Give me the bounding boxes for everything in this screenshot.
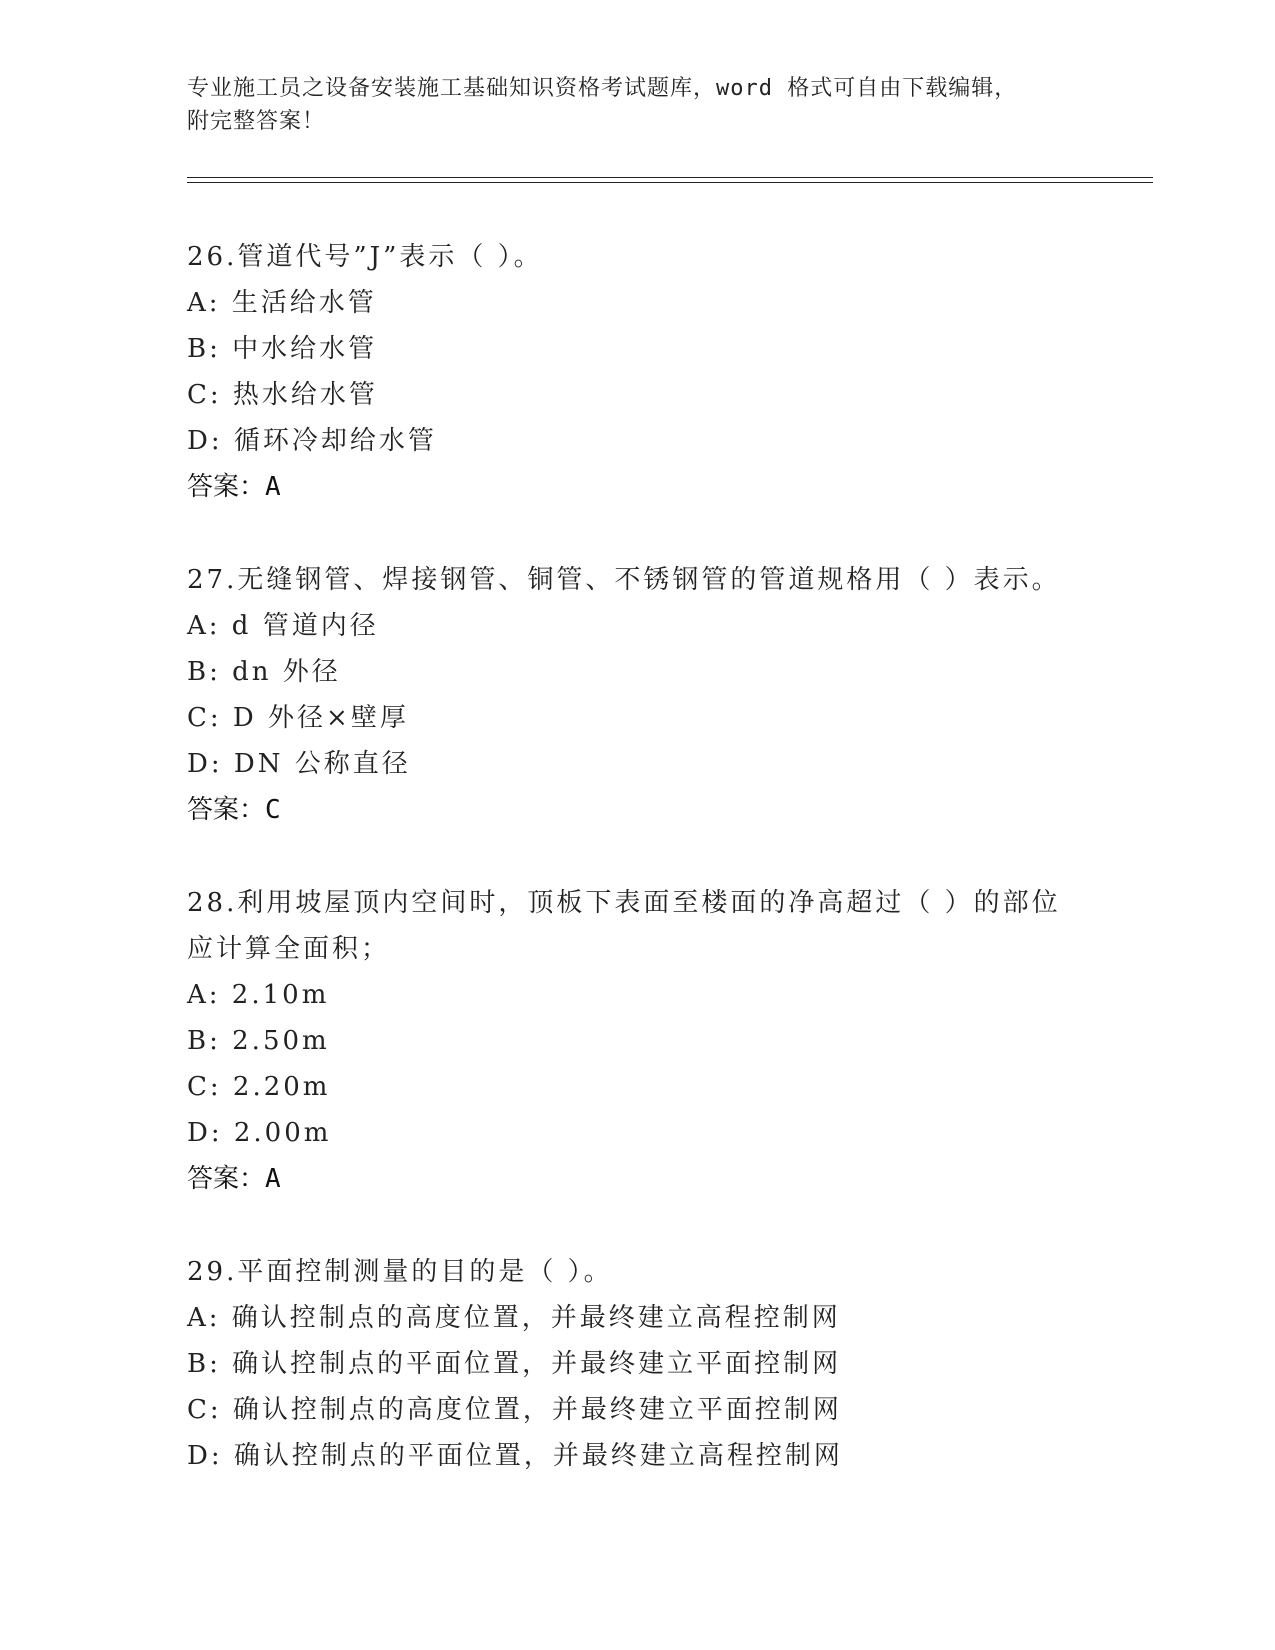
answer-text: 答案：A [187,1164,281,1194]
option-c: C: D 外径×壁厚 [187,703,409,733]
header-divider-bottom [187,182,1153,183]
question-26 [187,234,1087,510]
option-b: B: 确认控制点的平面位置，并最终建立平面控制网 [187,1349,842,1379]
option-d: D: DN 公称直径 [187,749,411,779]
option-a: A: 确认控制点的高度位置，并最终建立高程控制网 [187,1303,841,1333]
question-list [187,234,1087,1526]
question-29 [187,1249,1087,1479]
answer-text: 答案：A [187,472,281,502]
question-stem-line-1: 28.利用坡屋顶内空间时，顶板下表面至楼面的净高超过（ ）的部位 [187,888,1061,918]
question-stem: 26.管道代号”J”表示（ ）。 [187,242,543,272]
header-line-1: 专业施工员之设备安装施工基础知识资格考试题库，word 格式可自由下载编辑， [187,76,1018,101]
answer-text: 答案：C [187,795,281,825]
option-d: D: 2.00m [187,1118,332,1148]
option-a: A: 2.10m [187,980,330,1010]
option-a: A: d 管道内径 [187,611,379,641]
question-stem-line-2: 应计算全面积； [187,934,391,964]
option-b: B: 中水给水管 [187,334,378,364]
header-line-2: 附完整答案！ [187,109,326,134]
option-a: A: 生活给水管 [187,288,377,318]
option-d: D: 循环冷却给水管 [187,426,437,456]
question-28 [187,880,1087,1202]
option-b: B: dn 外径 [187,657,341,687]
option-b: B: 2.50m [187,1026,330,1056]
option-c: C: 2.20m [187,1072,331,1102]
question-27 [187,557,1087,833]
option-d: D: 确认控制点的平面位置，并最终建立高程控制网 [187,1441,843,1471]
document-header [187,72,1087,138]
option-c: C: 确认控制点的高度位置，并最终建立平面控制网 [187,1395,842,1425]
header-divider-top [187,177,1153,178]
question-stem: 27.无缝钢管、焊接钢管、铜管、不锈钢管的管道规格用（ ）表示。 [187,565,1061,595]
option-c: C: 热水给水管 [187,380,378,410]
question-stem: 29.平面控制测量的目的是（ ）。 [187,1257,613,1287]
